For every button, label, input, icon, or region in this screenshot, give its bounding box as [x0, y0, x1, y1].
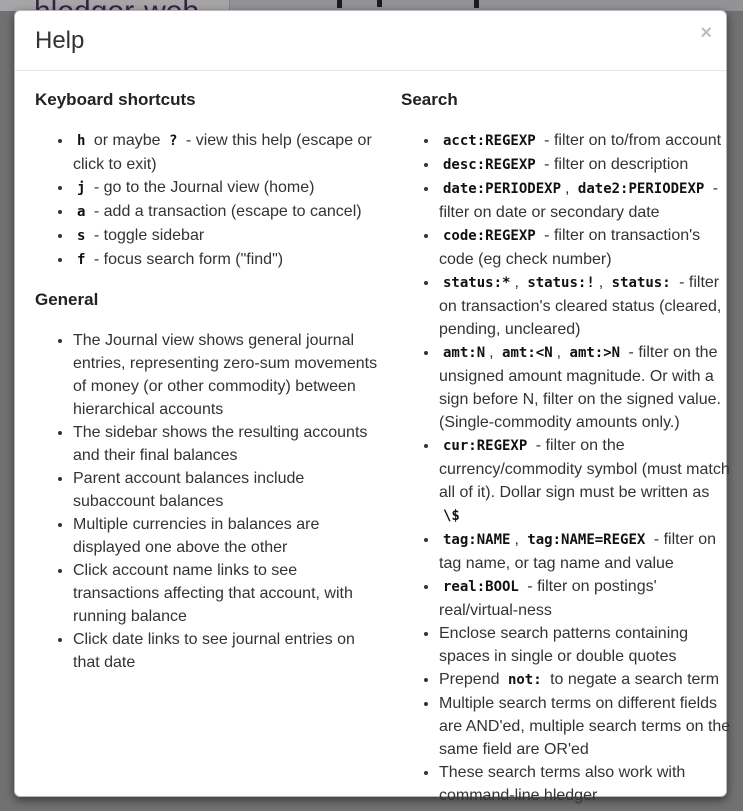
- code-snippet: ?: [169, 133, 178, 149]
- code-snippet: desc:REGEXP: [443, 157, 536, 173]
- code-snippet: real:BOOL: [443, 579, 519, 595]
- code-snippet: f: [77, 252, 86, 268]
- section-heading: Keyboard shortcuts: [35, 90, 196, 109]
- help-item: • Click account name links to see transactions affecting that account, with running balance: [73, 559, 381, 628]
- help-item: • Prepend not: to negate a search term: [439, 668, 737, 692]
- help-item: • status:* , status:! , status: - filter on transaction's cleared status (cleared, pending, uncleared): [439, 271, 737, 341]
- obscured-heading-fragment: [377, 0, 382, 7]
- help-column-right: [401, 88, 737, 807]
- help-item: • real:BOOL - filter on postings' real/virtual-ness: [439, 575, 737, 622]
- help-item: • acct:REGEXP - filter on to/from account: [439, 129, 737, 153]
- help-item: • Multiple currencies in balances are displayed one above the other: [73, 513, 381, 559]
- code-snippet: amt:N: [443, 345, 486, 361]
- help-item: • The Journal view shows general journal entries, representing zero-sum movements of money (or other commodity) between hierarchical accounts: [73, 329, 381, 421]
- help-item: • Click date links to see journal entries on that date: [73, 628, 381, 674]
- obscured-heading-fragment: [474, 0, 479, 8]
- code-snippet: s: [77, 228, 86, 244]
- modal-header: [15, 11, 726, 71]
- section-heading: General: [35, 290, 99, 309]
- help-item: • Multiple search terms on different fields are AND'ed, multiple search terms on the same field are OR'ed: [439, 692, 737, 761]
- code-snippet: status:!: [527, 275, 595, 291]
- help-item: • These search terms also work with command-line hledger: [439, 761, 737, 807]
- code-snippet: tag:NAME: [443, 532, 511, 548]
- help-list: [35, 329, 381, 674]
- code-snippet: \$: [443, 508, 460, 524]
- code-snippet: tag:NAME=REGEX: [527, 532, 646, 548]
- help-item: • tag:NAME , tag:NAME=REGEX - filter on tag name, or tag name and value: [439, 528, 737, 575]
- help-item: • j - go to the Journal view (home): [73, 176, 381, 200]
- code-snippet: status:: [611, 275, 671, 291]
- close-icon[interactable]: ×: [700, 22, 712, 44]
- code-snippet: h: [77, 133, 86, 149]
- code-snippet: date2:PERIODEXP: [577, 181, 705, 197]
- help-item: • a - add a transaction (escape to cancel): [73, 200, 381, 224]
- help-modal: [14, 10, 731, 804]
- code-snippet: not:: [507, 672, 542, 688]
- code-snippet: acct:REGEXP: [443, 133, 536, 149]
- code-snippet: cur:REGEXP: [443, 438, 528, 454]
- code-snippet: status:*: [443, 275, 511, 291]
- code-snippet: amt:>N: [569, 345, 621, 361]
- section-heading: Search: [401, 90, 458, 109]
- help-item: • Enclose search patterns containing spaces in single or double quotes: [439, 622, 737, 668]
- obscured-heading-fragment: [337, 0, 342, 8]
- help-item: • h or maybe ? - view this help (escape or click to exit): [73, 129, 381, 176]
- code-snippet: date:PERIODEXP: [443, 181, 562, 197]
- code-snippet: code:REGEXP: [443, 228, 536, 244]
- help-list: [35, 129, 381, 272]
- help-list: [401, 129, 737, 807]
- code-snippet: a: [77, 204, 86, 220]
- help-item: • f - focus search form ("find"): [73, 248, 381, 272]
- code-snippet: j: [77, 180, 86, 196]
- help-item: • Parent account balances include subaccount balances: [73, 467, 381, 513]
- help-item: • The sidebar shows the resulting accounts and their final balances: [73, 421, 381, 467]
- code-snippet: amt:<N: [502, 345, 553, 361]
- help-item: • date:PERIODEXP , date2:PERIODEXP - filter on date or secondary date: [439, 177, 737, 224]
- help-item: • cur:REGEXP - filter on the currency/commodity symbol (must match all of it). Dollar sign must be written as \$: [439, 434, 737, 528]
- help-item: • desc:REGEXP - filter on description: [439, 153, 737, 177]
- modal-title: Help: [35, 27, 85, 54]
- help-item: • amt:N , amt:<N , amt:>N - filter on the unsigned amount magnitude. Or with a sign before N, filter on the signed value. (Single-commodity amounts only.): [439, 341, 737, 434]
- help-column-left: [35, 88, 381, 674]
- help-item: • s - toggle sidebar: [73, 224, 381, 248]
- help-item: • code:REGEXP - filter on transaction's code (eg check number): [439, 224, 737, 271]
